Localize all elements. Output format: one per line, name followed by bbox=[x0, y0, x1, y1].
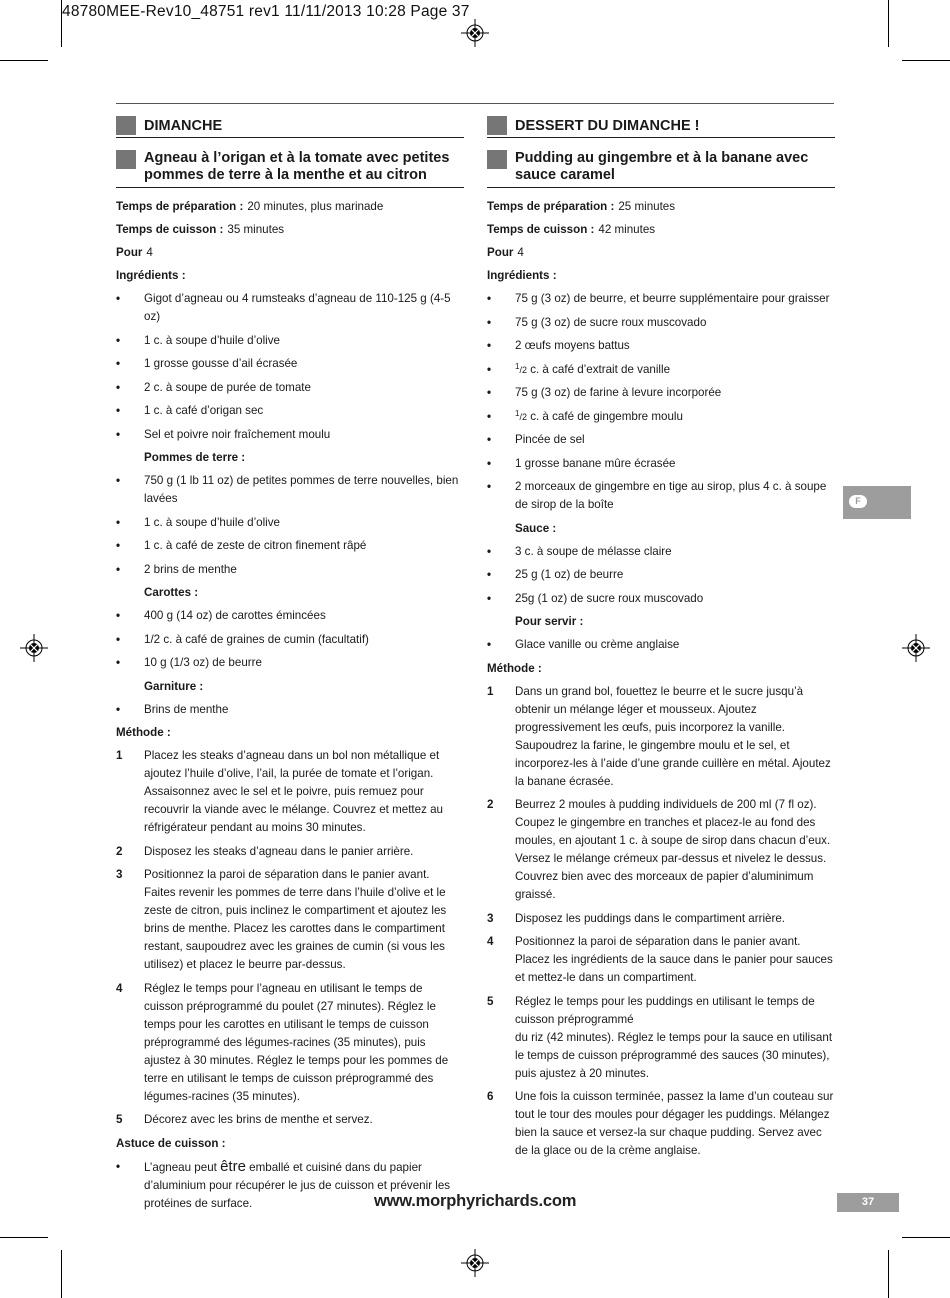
list-item: • 1 grosse banane mûre écrasée bbox=[487, 456, 676, 470]
potatoes-label: Pommes de terre : bbox=[144, 451, 246, 464]
method-step: 3 Disposez les puddings dans le compartiment arrière. bbox=[487, 911, 786, 925]
method-step: 4 Positionnez la paroi de séparation dans le panier avant. Placez les ingrédients de la sauce dans le panier pour sauces et mettez-le dans un compartiment. bbox=[487, 935, 833, 984]
registration-mark-icon bbox=[461, 19, 489, 47]
list-item: • 2 œufs moyens battus bbox=[487, 339, 630, 352]
header-square-icon bbox=[116, 150, 136, 169]
list-item: • 10 g (1/3 oz) de beurre bbox=[116, 656, 262, 669]
method-step: 1 Placez les steaks d’agneau dans un bol non métallique et ajoutez l’huile d’olive, l’ail, la purée de tomate et l’origan. Assaisonnez avec le sel et le poivre, puis remuez pour recouvrir la viande avec le mélange. Couvrez et mettez au réfrigérateur pendant au moins 30 minutes. bbox=[116, 749, 444, 834]
list-item: • Gigot d’agneau ou 4 rumsteaks d’agneau de 110-125 g (4-5 oz) bbox=[116, 292, 451, 323]
list-item: • 75 g (3 oz) de sucre roux muscovado bbox=[487, 315, 707, 329]
list-item: • 2 morceaux de gingembre en tige au sirop, plus 4 c. à soupe de sirop de la boîte bbox=[487, 480, 827, 511]
registration-mark-icon bbox=[20, 634, 48, 662]
list-item: • 1/2 c. à café de graines de cumin (facultatif) bbox=[116, 632, 369, 646]
list-item: • Sel et poivre noir fraîchement moulu bbox=[116, 427, 331, 441]
recipe-header bbox=[116, 150, 464, 188]
crop-mark bbox=[0, 1237, 48, 1238]
list-item: • 3 c. à soupe de mélasse claire bbox=[487, 544, 672, 558]
ingredients-label: Ingrédients : bbox=[487, 269, 557, 282]
method-step: 3 Positionnez la paroi de séparation dans le panier avant. Faites revenir les pommes de terre dans l’huile d’olive et le zeste de citron, puis inclinez le compartiment et ajoutez les brins de menthe. Placez les carottes dans le compartiment restant, saupoudrez avec les graines de cumin (si vous les utilisez) et placez le beurre par-dessus. bbox=[116, 868, 447, 971]
crop-mark bbox=[61, 0, 62, 47]
list-item: • Brins de menthe bbox=[116, 702, 229, 716]
list-item: • 400 g (14 oz) de carottes émincées bbox=[116, 609, 326, 622]
method-step: 2 Disposez les steaks d’agneau dans le panier arrière. bbox=[116, 844, 414, 858]
recipe-title: Pudding au gingembre et à la banane avec sauce caramel bbox=[515, 150, 809, 183]
method-step: 2 Beurrez 2 moules à pudding individuels de 200 ml (7 fl oz). Coupez le gingembre en tranches et placez-le au fond des moules, en ajoutant 1 c. à soupe de sirop dans chacun d’eux. Versez le mélange crémeux par-dessus et nivelez le dessus. Couvrez bien avec des morceaux de papier d’aluminimum graissé. bbox=[487, 798, 831, 901]
method-step: 5 Décorez avec les brins de menthe et servez. bbox=[116, 1113, 373, 1126]
crop-mark bbox=[902, 60, 950, 61]
list-item: • 75 g (3 oz) de farine à levure incorporée bbox=[487, 386, 722, 399]
cook-time: Temps de cuisson : 35 minutes bbox=[116, 223, 285, 236]
list-item: • 1 c. à soupe d’huile d’olive bbox=[116, 515, 280, 529]
crop-mark bbox=[902, 1237, 950, 1238]
list-item: • 1 c. à café de zeste de citron finement râpé bbox=[116, 539, 367, 552]
crop-mark bbox=[61, 1250, 62, 1298]
section-header bbox=[487, 116, 835, 138]
list-item: • 2 brins de menthe bbox=[116, 562, 237, 576]
header-square-icon bbox=[116, 116, 136, 135]
language-badge: F bbox=[849, 495, 867, 508]
list-item: • $^1$/2 c. à café de gingembre moulu bbox=[487, 408, 683, 423]
list-item: • 25 g (1 oz) de beurre bbox=[487, 568, 624, 581]
recipe-title: Agneau à l’origan et à la tomate avec petites pommes de terre à la menthe et au citron bbox=[144, 150, 450, 183]
list-item: • 1 c. à soupe d’huile d’olive bbox=[116, 333, 280, 347]
header-square-icon bbox=[487, 116, 507, 135]
prep-time: Temps de préparation : 25 minutes bbox=[487, 200, 676, 213]
crop-mark bbox=[888, 1250, 889, 1298]
method-step: 5 Réglez le temps pour les puddings en utilisant le temps de cuisson préprogrammé du riz (42 minutes). Réglez le temps pour la sauce en utilisant le temps de cuisson préprogrammé des sauces (30 minutes), puis ajustez à 20 minutes. bbox=[487, 994, 833, 1080]
list-item: • 25g (1 oz) de sucre roux muscovado bbox=[487, 591, 704, 605]
list-item: • 1 c. à café d’origan sec bbox=[116, 404, 264, 417]
page-number: 37 bbox=[837, 1193, 899, 1212]
list-item: • $^1$/2 c. à café d’extrait de vanille bbox=[487, 361, 671, 376]
crop-mark bbox=[0, 60, 48, 61]
list-item: • 2 c. à soupe de purée de tomate bbox=[116, 380, 311, 394]
ingredients-label: Ingrédients : bbox=[116, 269, 186, 282]
list-item: • 1 grosse gousse d’ail écrasée bbox=[116, 357, 298, 370]
carrots-label: Carottes : bbox=[144, 586, 199, 599]
recipe-header bbox=[487, 150, 835, 188]
serves: Pour 4 bbox=[487, 246, 524, 259]
list-item: • L’agneau peut être emballé et cuisiné dans du papier d’aluminium pour récupérer le jus de cuisson et prévenir les protéines de surface. bbox=[116, 1157, 451, 1210]
footer-url: www.morphyrichards.com bbox=[374, 1192, 577, 1210]
top-rule bbox=[116, 103, 834, 104]
section-title: DIMANCHE bbox=[144, 118, 223, 134]
list-item: • 75 g (3 oz) de beurre, et beurre supplémentaire pour graisser bbox=[487, 292, 830, 305]
method-step: 4 Réglez le temps pour l’agneau en utilisant le temps de cuisson préprogrammé du poulet (27 minutes). Réglez le temps pour les carottes en utilisant le temps de cuisson préprogrammé des légumes-racines (35 minutes), puis ajustez à 30 minutes. Réglez le temps pour les pommes de terre en utilisant le temps de cuisson préprogrammé des légumes-racines (35 minutes). bbox=[116, 981, 449, 1103]
language-tab bbox=[843, 486, 911, 519]
right-column bbox=[487, 116, 835, 1166]
list-item: • 750 g (1 lb 11 oz) de petites pommes de terre nouvelles, bien lavées bbox=[116, 474, 459, 505]
method-label: Méthode : bbox=[116, 726, 171, 739]
registration-mark-icon bbox=[902, 634, 930, 662]
method-step: 1 Dans un grand bol, fouettez le beurre et le sucre jusqu’à obtenir un mélange léger et mousseux. Ajoutez progressivement les œufs, puis incorporez la vanille. Saupoudrez la farine, le gingembre moulu et le sel, et incorporez-les à l’aide d’une grande cuillère en métal. Ajoutez la banane écrasée. bbox=[487, 684, 831, 788]
cook-time: Temps de cuisson : 42 minutes bbox=[487, 223, 656, 236]
registration-mark-icon bbox=[461, 1249, 489, 1277]
list-item: • Glace vanille ou crème anglaise bbox=[487, 638, 680, 651]
serves: Pour 4 bbox=[116, 246, 153, 259]
crop-mark bbox=[888, 0, 889, 47]
list-item: • Pincée de sel bbox=[487, 433, 585, 446]
left-column bbox=[116, 116, 464, 1218]
tip-label: Astuce de cuisson : bbox=[116, 1136, 226, 1150]
print-slug: 48780MEE-Rev10_48751 rev1 11/11/2013 10:28 Page 37 bbox=[62, 3, 470, 20]
prep-time: Temps de préparation : 20 minutes, plus marinade bbox=[116, 200, 384, 213]
method-step: 6 Une fois la cuisson terminée, passez la lame d’un couteau sur tout le tour des moules pour dégager les puddings. Mélangez bien la sauce et versez-la sur chaque pudding. Servez avec de la glace ou de la crème anglaise. bbox=[487, 1090, 834, 1157]
sauce-label: Sauce : bbox=[515, 521, 557, 535]
header-square-icon bbox=[487, 150, 507, 169]
serve-label: Pour servir : bbox=[515, 615, 584, 628]
section-title: DESSERT DU DIMANCHE ! bbox=[515, 118, 700, 134]
section-header bbox=[116, 116, 464, 138]
method-label: Méthode : bbox=[487, 661, 542, 675]
garnish-label: Garniture : bbox=[144, 679, 204, 693]
